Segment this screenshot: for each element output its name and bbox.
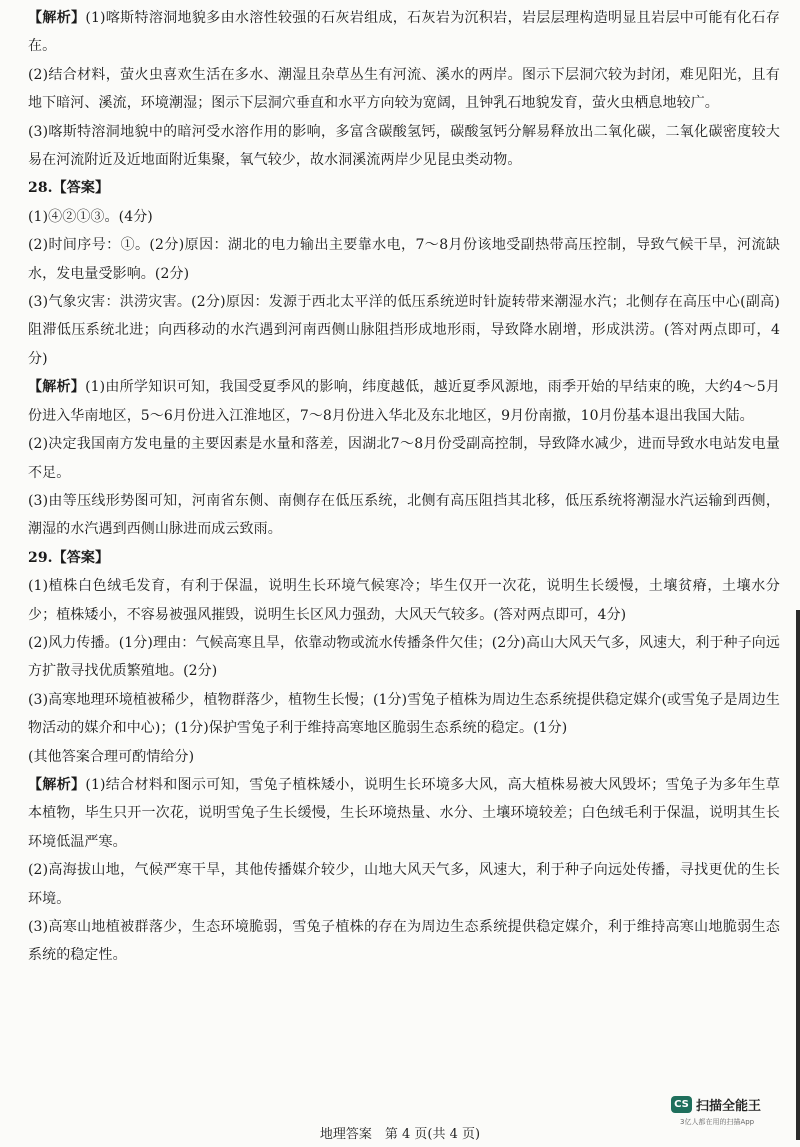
analysis-label: 【解析】 xyxy=(28,379,86,396)
analysis-label: 【解析】 xyxy=(28,10,86,26)
scanner-app-name: 扫描全能王 xyxy=(696,1099,762,1114)
q28-analysis-2: (2)决定我国南方发电量的主要因素是水量和落差，因湖北7～8月份受副高控制，导致降水减少，进而导致水电站发电量不足。 xyxy=(28,436,780,481)
camscanner-logo-icon: CS xyxy=(671,1096,692,1113)
q28-analysis-1 xyxy=(28,373,780,430)
q29-heading: 29.【答案】 xyxy=(28,549,110,566)
q29-answer-1: (1)植株白色绒毛发育，有利于保温，说明生长环境气候寒冷；毕生仅开一次花，说明生长缓慢，土壤贫瘠，土壤水分少；植株矮小，不容易被强风摧毁，说明生长区风力强劲，大风天气较多。(答对两点即可，4分) xyxy=(28,578,780,623)
q27-analysis-text-1: (1)喀斯特溶洞地貌多由水溶性较强的石灰岩组成，石灰岩为沉积岩，岩层层理构造明显且岩层中可能有化石存在。 xyxy=(28,10,780,55)
page-edge-shadow xyxy=(796,610,800,1140)
q29-answer-2: (2)风力传播。(1分)理由：气候高寒且旱，依靠动物或流水传播条件欠佳；(2分)高山大风天气多，风速大，利于种子向远方扩散寻找优质繁殖地。(2分) xyxy=(28,634,780,680)
q27-analysis-p1 xyxy=(28,4,780,61)
q28-answer-2: (2)时间序号：①。(2分)原因：湖北的电力输出主要靠水电，7～8月份该地受副热带高压控制，导致气候干旱，河流缺水，发电量受影响。(2分) xyxy=(28,237,780,282)
q28-analysis-3: (3)由等压线形势图可知，河南省东侧、南侧存在低压系统，北侧有高压阻挡其北移，低压系统将潮湿水汽运输到西侧，潮湿的水汽遇到西侧山脉进而成云致雨。 xyxy=(28,492,780,538)
q28-heading: 28.【答案】 xyxy=(28,180,110,197)
q29-answer-note: (其他答案合理可酌情给分) xyxy=(28,748,195,765)
q28-answer-3: (3)气象灾害：洪涝灾害。(2分)原因：发源于西北太平洋的低压系统逆时针旋转带来潮湿水汽；北侧存在高压中心(副高)阻滞低压系统北进；向西移动的水汽遇到河南西侧山脉阻挡形成地形雨，导致降水剧增，形成洪涝。(答对两点即可，4分) xyxy=(28,294,780,367)
q29-analysis-text-1: (1)结合材料和图示可知，雪兔子植株矮小，说明生长环境多大风，高大植株易被大风毁坏；雪兔子为多年生草本植物，毕生只开一次花，说明雪兔子生长缓慢，生长环境热量、水分、土壤环境较差；白色绒毛利于保温，说明其生长环境低温严寒。 xyxy=(28,776,780,850)
scanner-tagline: 3亿人都在用的扫描App xyxy=(680,1118,755,1126)
q29-analysis-2: (2)高海拔山地，气候严寒干旱，其他传播媒介较少，山地大风天气多，风速大，利于种子向远处传播，寻找更优的生长环境。 xyxy=(28,862,780,907)
answer-content xyxy=(28,4,780,970)
page-footer: 地理答案 第 4 页(共 4 页) xyxy=(319,1127,481,1142)
q27-analysis-p2: (2)结合材料，萤火虫喜欢生活在多水、潮湿且杂草丛生有河流、溪水的两岸。图示下层洞穴较为封闭，难见阳光，且有地下暗河、溪流，环境潮湿；图示下层洞穴垂直和水平方向较为宽阔，且钟乳石地貌发育，萤火虫栖息地较广。 xyxy=(28,66,780,112)
q28-analysis-text-1: (1)由所学知识可知，我国受夏季风的影响，纬度越低，越近夏季风源地，雨季开始的早结束的晚，大约4～5月份进入华南地区，5～6月份进入江淮地区，7～8月份进入华北及东北地区，9月份南撤，10月份基本退出我国大陆。 xyxy=(28,379,780,424)
q27-analysis-p3: (3)喀斯特溶洞地貌中的暗河受水溶作用的影响，多富含碳酸氢钙，碳酸氢钙分解易释放出二氧化碳，二氧化碳密度较大易在河流附近及近地面附近集聚，氧气较少，故水洞溪流两岸少见昆虫类动物。 xyxy=(28,123,780,169)
q29-answer-3: (3)高寒地理环境植被稀少，植物群落少，植物生长慢；(1分)雪兔子植株为周边生态系统提供稳定媒介(或雪兔子是周边生物活动的媒介和中心)；(1分)保护雪兔子利于维持高寒地区脆弱生态系统的稳定。(1分) xyxy=(28,691,780,737)
q29-analysis-1 xyxy=(28,771,780,856)
q29-analysis-3: (3)高寒山地植被群落少，生态环境脆弱，雪兔子植株的存在为周边生态系统提供稳定媒介，利于维持高寒山地脆弱生态系统的稳定性。 xyxy=(28,919,780,964)
q28-answer-1: (1)④②①③。(4分) xyxy=(28,208,153,225)
analysis-label: 【解析】 xyxy=(28,776,86,793)
